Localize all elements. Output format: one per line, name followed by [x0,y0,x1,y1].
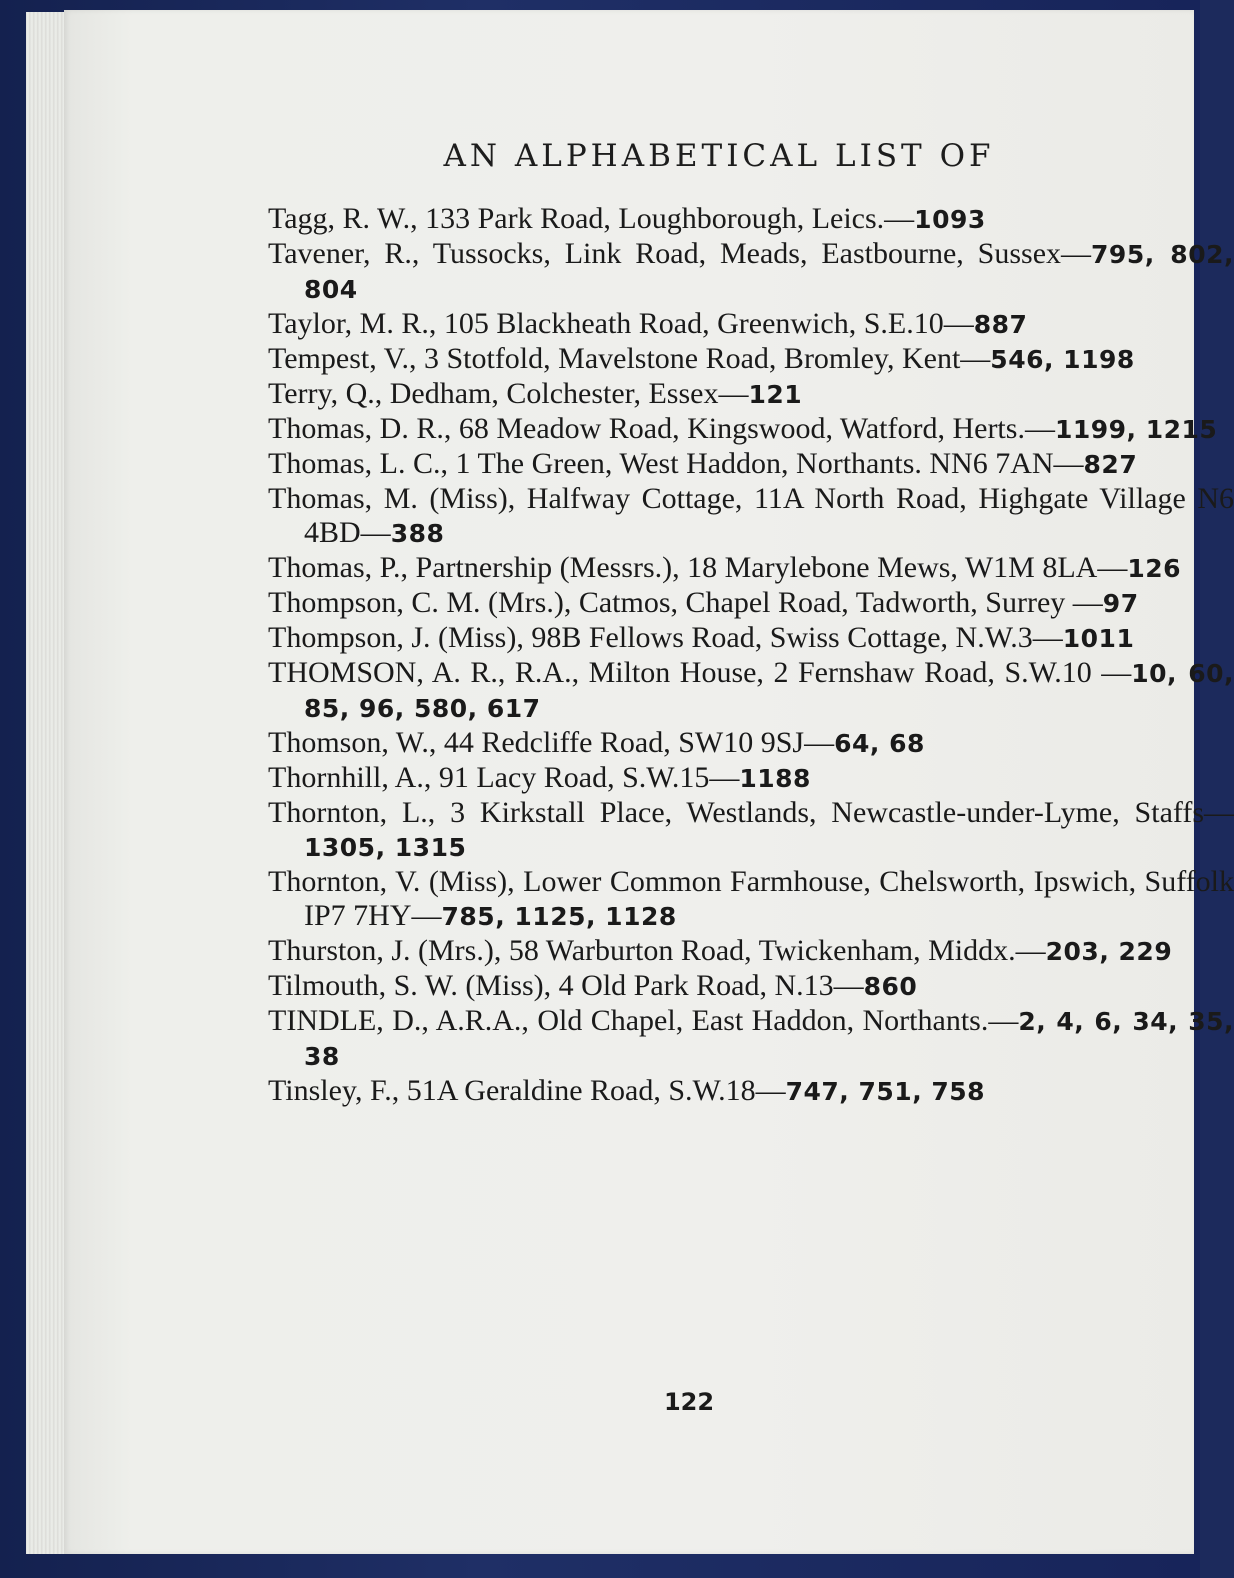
list-entry [268,237,1234,307]
entry-refs: 64, 68 [834,729,925,758]
entry-text: THOMSON, A. R., R.A., Milton House, 2 Fernshaw Road, S.W.10 — [268,656,1132,689]
list-entry [268,377,1234,412]
book-page [64,10,1234,1554]
list-entry [268,586,1234,621]
list-entry [268,656,1234,726]
list-entry [268,761,1234,796]
entry-text: Tilmouth, S. W. (Miss), 4 Old Park Road, N.13— [268,969,864,1002]
entry-refs: 97 [1102,589,1139,618]
entry-list [268,202,1234,1109]
entry-text: Tempest, V., 3 Stotfold, Mavelstone Road, Bromley, Kent— [268,342,991,375]
entry-refs: 795, 802, 804 [304,240,1234,304]
entry-refs: 388 [390,519,445,548]
entry-text: Terry, Q., Dedham, Colchester, Essex— [268,377,749,410]
entry-text: Thompson, C. M. (Mrs.), Catmos, Chapel Road, Tadworth, Surrey — [268,586,1103,619]
entry-text: Tavener, R., Tussocks, Link Road, Meads, Eastbourne, Sussex— [268,237,1092,270]
list-entry [268,796,1234,865]
entry-text: Thomas, M. (Miss), Halfway Cottage, 11A North Road, Highgate Village N6 4BD— [268,482,1234,549]
list-entry [268,307,1234,342]
list-entry [268,934,1234,969]
list-entry [268,412,1234,447]
entry-refs: 1199, 1215 [1054,415,1218,444]
entry-refs: 126 [1127,554,1182,583]
entry-text: TINDLE, D., A.R.A., Old Chapel, East Haddon, Northants.— [268,1004,1019,1037]
list-entry [268,621,1234,656]
entry-refs: 1305, 1315 [304,833,467,862]
entry-refs: 546, 1198 [990,345,1135,374]
list-entry [268,1074,1234,1109]
list-entry [268,482,1234,551]
list-entry [268,202,1234,237]
entry-refs: 827 [1083,450,1138,479]
entry-refs: 2, 4, 6, 34, 35, 38 [304,1007,1234,1071]
page-heading: AN ALPHABETICAL LIST OF [443,138,995,174]
entry-text: Thompson, J. (Miss), 98B Fellows Road, Swiss Cottage, N.W.3— [268,621,1063,654]
entry-refs: 121 [748,380,803,409]
entry-refs: 785, 1125, 1128 [441,902,677,931]
entry-refs: 747, 751, 758 [785,1077,986,1106]
list-entry [268,726,1234,761]
entry-refs: 1011 [1062,624,1135,653]
list-entry [268,551,1234,586]
entry-refs: 203, 229 [1045,937,1173,966]
entry-text: Taylor, M. R., 105 Blackheath Road, Greenwich, S.E.10— [268,307,974,340]
list-entry [268,969,1234,1004]
entry-text: Thornton, V. (Miss), Lower Common Farmhouse, Chelsworth, Ipswich, Suffolk IP7 7HY— [268,865,1234,932]
entry-text: Tagg, R. W., 133 Park Road, Loughborough, Leics.— [268,202,915,235]
entry-text: Thornton, L., 3 Kirkstall Place, Westlands, Newcastle-under-Lyme, Staffs— [268,796,1234,829]
entry-text: Thomas, P., Partnership (Messrs.), 18 Marylebone Mews, W1M 8LA— [268,551,1128,584]
list-entry [268,447,1234,482]
list-entry [268,342,1234,377]
entry-text: Thomson, W., 44 Redcliffe Road, SW10 9SJ— [268,726,835,759]
entry-text: Thornhill, A., 91 Lacy Road, S.W.15— [268,761,740,794]
entry-refs: 1093 [914,205,986,234]
list-entry [268,865,1234,934]
entry-text: Thomas, L. C., 1 The Green, West Haddon, Northants. NN6 7AN— [268,447,1084,480]
entry-text: Thurston, J. (Mrs.), 58 Warburton Road, Twickenham, Middx.— [268,934,1046,967]
entry-refs: 887 [973,310,1028,339]
entry-text: Thomas, D. R., 68 Meadow Road, Kingswood, Watford, Herts.— [268,412,1055,445]
entry-refs: 860 [863,972,918,1001]
page-number: 122 [663,1388,715,1416]
entry-refs: 1188 [739,764,811,793]
entry-refs: 10, 60, 85, 96, 580, 617 [304,659,1234,723]
entry-text: Tinsley, F., 51A Geraldine Road, S.W.18— [268,1074,786,1107]
list-entry [268,1004,1234,1074]
